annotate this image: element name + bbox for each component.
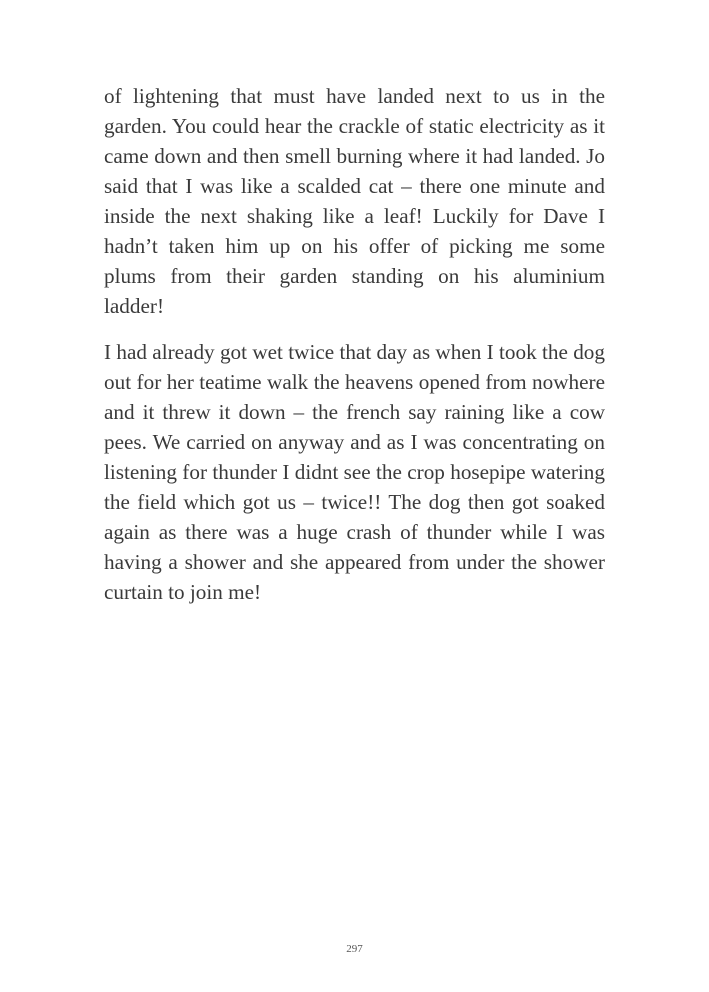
body-text: [104, 81, 605, 607]
page-number: 297: [346, 943, 363, 955]
paragraph-2: I had already got wet twice that day as when I took the dog out for her teatime walk the heavens opened from nowhere and it threw it down – the french say raining like a cow pees. We carried on anyway and as I was concentrating on listening for thunder I didnt see the crop hosepipe watering the field which got us – twice!! The dog then got soaked again as there was a huge crash of thunder while I was having a shower and she appeared from under the shower curtain to join me!: [104, 340, 605, 604]
paragraph-1: of lightening that must have landed next to us in the garden. You could hear the crackle of static electricity as it came down and then smell burning where it had landed. Jo said that I was like a scalded cat – there one minute and inside the next shaking like a leaf! Luckily for Dave I hadn’t taken him up on his offer of picking me some plums from their garden standing on his aluminium ladder!: [104, 84, 605, 318]
